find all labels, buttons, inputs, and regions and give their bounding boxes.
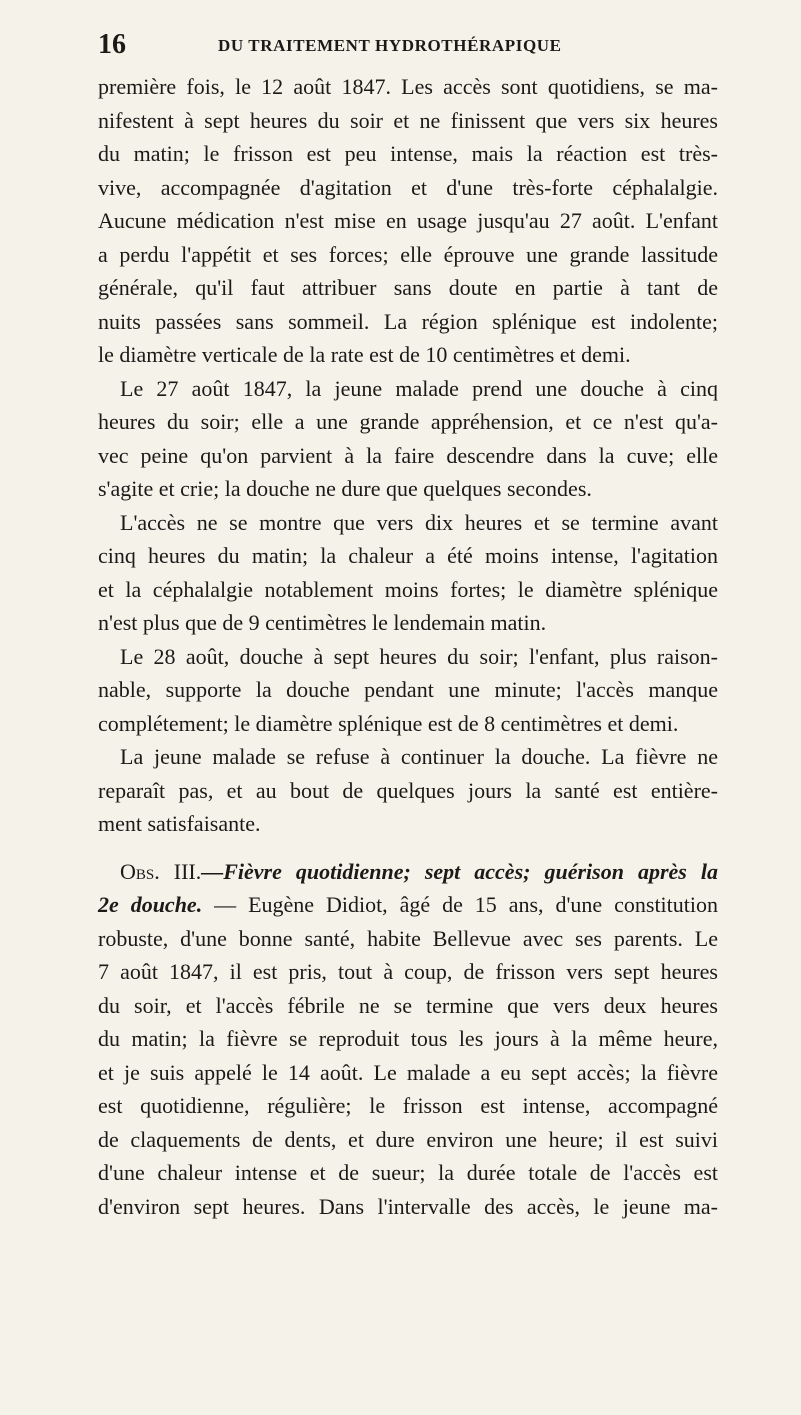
text-line: complétement; le diamètre splénique est de 8 centimètres et demi. — [98, 710, 679, 736]
text-line: Aucune médication n'est mise en usage jusqu'au 27 août. L'enfant — [98, 208, 718, 233]
body-text — [98, 70, 718, 1223]
text-line: reparaît pas, et au bout de quelques jours la santé est entière- — [98, 777, 718, 803]
observation-3 — [98, 855, 718, 1224]
observation-title: —Fièvre quotidienne; sept accès; guérison après la — [201, 858, 718, 884]
text-line: et la céphalalgie notablement moins fortes; le diamètre splénique — [98, 576, 718, 602]
text-line: est quotidienne, régulière; le frisson est intense, accompagné — [98, 1093, 718, 1118]
observation-heading-line — [98, 855, 718, 889]
text-line: Le 28 août, douche à sept heures du soir; l'enfant, plus raison- — [120, 643, 718, 669]
text-line: 7 août 1847, il est pris, tout à coup, de frisson vers sept heures — [98, 959, 718, 984]
text-line: d'environ sept heures. Dans l'intervalle des accès, le jeune ma- — [98, 1193, 718, 1219]
text-line: Le 27 août 1847, la jeune malade prend une douche à cinq — [120, 375, 718, 401]
observation-heading-line-2 — [98, 888, 718, 922]
text-line: s'agite et crie; la douche ne dure que quelques secondes. — [98, 476, 592, 501]
observation-text-start: — Eugène Didiot, âgé de 15 ans, d'une constitution — [202, 892, 718, 917]
text-line: cinq heures du matin; la chaleur a été moins intense, l'agitation — [98, 543, 718, 568]
text-line: du matin; la fièvre se reproduit tous les jours à la même heure, — [98, 1026, 718, 1051]
text-line: vive, accompagnée d'agitation et d'une très-forte céphalalgie. — [98, 174, 718, 200]
text-line: a perdu l'appétit et ses forces; elle éprouve une grande lassitude — [98, 241, 718, 267]
text-line: heures du soir; elle a une grande appréhension, et ce n'est qu'a- — [98, 409, 718, 434]
text-line: du soir, et l'accès fébrile ne se termine que vers deux heures — [98, 992, 718, 1018]
observation-title-cont: 2e douche. — [98, 892, 203, 917]
paragraph-2 — [98, 372, 718, 506]
running-title: DU TRAITEMENT HYDROTHÉRAPIQUE — [218, 36, 562, 55]
paragraph-1 — [98, 70, 718, 372]
text-line: et je suis appelé le 14 août. Le malade a eu sept accès; la fièvre — [98, 1059, 718, 1085]
text-line: robuste, d'une bonne santé, habite Bellevue avec ses parents. Le — [98, 925, 718, 951]
text-line: ment satisfaisante. — [98, 811, 261, 836]
paragraph-4 — [98, 640, 718, 741]
page-number: 16 — [98, 29, 126, 60]
text-line: vec peine qu'on parvient à la faire descendre dans la cuve; elle — [98, 442, 718, 468]
text-line: L'accès ne se montre que vers dix heures et se termine avant — [120, 509, 718, 535]
text-line: du matin; le frisson est peu intense, mais la réaction est très- — [98, 141, 718, 166]
text-line: n'est plus que de 9 centimètres le lendemain matin. — [98, 610, 547, 635]
text-line: nuits passées sans sommeil. La région splénique est indolente; — [98, 308, 718, 334]
text-line: d'une chaleur intense et de sueur; la durée totale de l'accès est — [98, 1160, 718, 1185]
text-line: générale, qu'il faut attribuer sans doute en partie à tant de — [98, 275, 718, 300]
page-header — [98, 28, 718, 62]
text-line: première fois, le 12 août 1847. Les accès sont quotidiens, se ma- — [98, 74, 718, 99]
section-gap — [98, 841, 718, 855]
paragraph-5 — [98, 740, 718, 841]
text-line: nable, supporte la douche pendant une minute; l'accès manque — [98, 677, 718, 702]
text-line: de claquements de dents, et dure environ une heure; il est suivi — [98, 1126, 718, 1152]
observation-label: Obs. III. — [120, 858, 202, 884]
paragraph-3 — [98, 506, 718, 640]
text-line: nifestent à sept heures du soir et ne finissent que vers six heures — [98, 107, 718, 133]
text-line: La jeune malade se refuse à continuer la douche. La fièvre ne — [120, 744, 718, 769]
text-line: le diamètre verticale de la rate est de 10 centimètres et demi. — [98, 342, 631, 367]
